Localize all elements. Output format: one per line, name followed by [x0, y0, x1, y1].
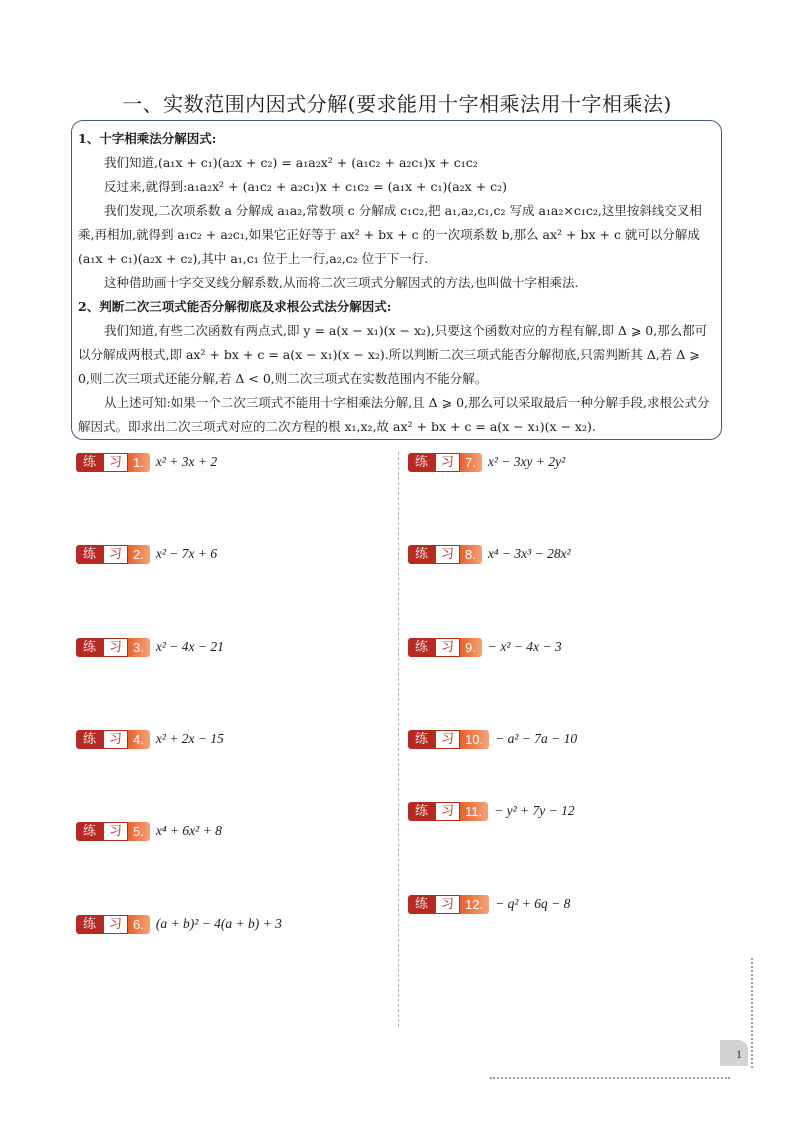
exercise-number: 10. — [460, 730, 489, 749]
section-1-paragraph-2: 反过来,就得到:a₁a₂x² + (a₁c₂ + a₂c₁)x + c₁c₂ = (a₁x + c₁)(a₂x + c₂) — [104, 179, 508, 194]
exercise-6 — [76, 914, 282, 934]
exercise-expression: x² − 3xy + 2y² — [487, 454, 566, 469]
section-1-heading: 1、十字相乘法分解因式: — [78, 131, 217, 146]
exercise-number: 6. — [128, 915, 150, 934]
exercise-number: 1. — [128, 453, 150, 472]
exercise-expression: − a² − 7a − 10 — [495, 731, 578, 746]
exercise-number: 9. — [460, 638, 482, 657]
exercise-7 — [408, 452, 565, 472]
exercise-tag: 练 习 3. — [76, 638, 150, 657]
page-number: 1 — [720, 1040, 748, 1066]
exercise-number: 3. — [128, 638, 150, 657]
section-1-paragraph-3: 我们发现,二次项系数 a 分解成 a₁a₂,常数项 c 分解成 c₁c₂,把 a₁,a₂,c₁,c₂ 写成 a₁a₂×c₁c₂,这里按斜线交叉相乘,再相加,就得到 a₁c₂ + a₂c₁,如果它正好等于 ax² + bx + c 的一次项系数 b,那么 ax² + bx + c 就可以分解成(a₁x + c₁)(a₂x + c₂),其中 a₁,c₁ 位于上一行,a₂,c₂ 位于下一行. — [78, 203, 702, 266]
theory-box — [71, 120, 722, 440]
exercise-expression: x² − 4x − 21 — [155, 639, 224, 654]
exercise-tag: 练 习 12. — [408, 895, 489, 914]
exercise-expression: x⁴ − 3x³ − 28x² — [487, 546, 571, 561]
exercise-3 — [76, 637, 224, 657]
exercise-expression: − q² + 6q − 8 — [495, 896, 571, 911]
exercise-1 — [76, 452, 217, 472]
page-corner-dotted-line-vertical — [751, 958, 753, 1068]
section-1-paragraph-4: 这种借助画十字交叉线分解系数,从而将二次三项式分解因式的方法,也叫做十字相乘法. — [104, 275, 579, 290]
exercise-5 — [76, 821, 222, 841]
section-2-heading: 2、判断二次三项式能否分解彻底及求根公式法分解因式: — [78, 299, 392, 314]
exercise-10 — [408, 729, 577, 749]
exercise-tag: 练 习 5. — [76, 822, 150, 841]
exercise-expression: x² − 7x + 6 — [155, 546, 218, 561]
exercise-9 — [408, 637, 562, 657]
exercise-number: 4. — [128, 730, 150, 749]
exercise-expression: x² + 3x + 2 — [155, 454, 218, 469]
section-1-paragraph-1: 我们知道,(a₁x + c₁)(a₂x + c₂) = a₁a₂x² + (a₁c₂ + a₂c₁)x + c₁c₂ — [104, 155, 478, 170]
exercise-2 — [76, 544, 217, 564]
exercise-tag: 练 习 8. — [408, 545, 482, 564]
exercise-tag: 练 习 9. — [408, 638, 482, 657]
page-corner-dotted-line-horizontal — [490, 1077, 730, 1079]
exercise-12 — [408, 894, 570, 914]
section-2-paragraph-1: 我们知道,有些二次函数有两点式,即 y = a(x − x₁)(x − x₂),只要这个函数对应的方程有解,即 Δ ⩾ 0,那么都可以分解成两根式,即 ax² + bx + c = a(x − x₁)(x − x₂).所以判断二次三项式能否分解彻底,只需判断其 Δ,若 Δ ⩾ 0,则二次三项式还能分解,若 Δ < 0,则二次三项式在实数范围内不能分解。 — [78, 323, 708, 386]
section-2-paragraph-2: 从上述可知:如果一个二次三项式不能用十字相乘法分解,且 Δ ⩾ 0,那么可以采取最后一种分解手段,求根公式分解因式。即求出二次三项式对应的二次方程的根 x₁,x₂,故 ax² + bx + c = a(x − x₁)(x − x₂). — [78, 395, 710, 434]
exercise-number: 7. — [460, 453, 482, 472]
exercise-expression: (a + b)² − 4(a + b) + 3 — [155, 916, 282, 931]
exercise-4 — [76, 729, 224, 749]
column-divider — [398, 452, 399, 1027]
exercise-11 — [408, 801, 575, 821]
exercise-tag: 练 习 2. — [76, 545, 150, 564]
exercise-expression: − x² − 4x − 3 — [487, 639, 562, 654]
exercise-expression: − y² + 7y − 12 — [494, 803, 575, 818]
exercise-number: 2. — [128, 545, 150, 564]
exercise-number: 5. — [128, 822, 150, 841]
exercise-tag: 练 习 4. — [76, 730, 150, 749]
exercise-expression: x² + 2x − 15 — [155, 731, 224, 746]
exercise-number: 12. — [460, 895, 489, 914]
exercise-tag: 练 习 1. — [76, 453, 150, 472]
page-title: 一、实数范围内因式分解(要求能用十字相乘法用十字相乘法) — [122, 92, 672, 116]
exercise-tag: 练 习 10. — [408, 730, 489, 749]
exercise-expression: x⁴ + 6x² + 8 — [155, 823, 222, 838]
exercise-8 — [408, 544, 571, 564]
exercise-tag: 练 习 11. — [408, 802, 488, 821]
exercise-number: 11. — [460, 802, 488, 821]
exercise-tag: 练 习 6. — [76, 915, 150, 934]
exercise-tag: 练 习 7. — [408, 453, 482, 472]
exercise-number: 8. — [460, 545, 482, 564]
